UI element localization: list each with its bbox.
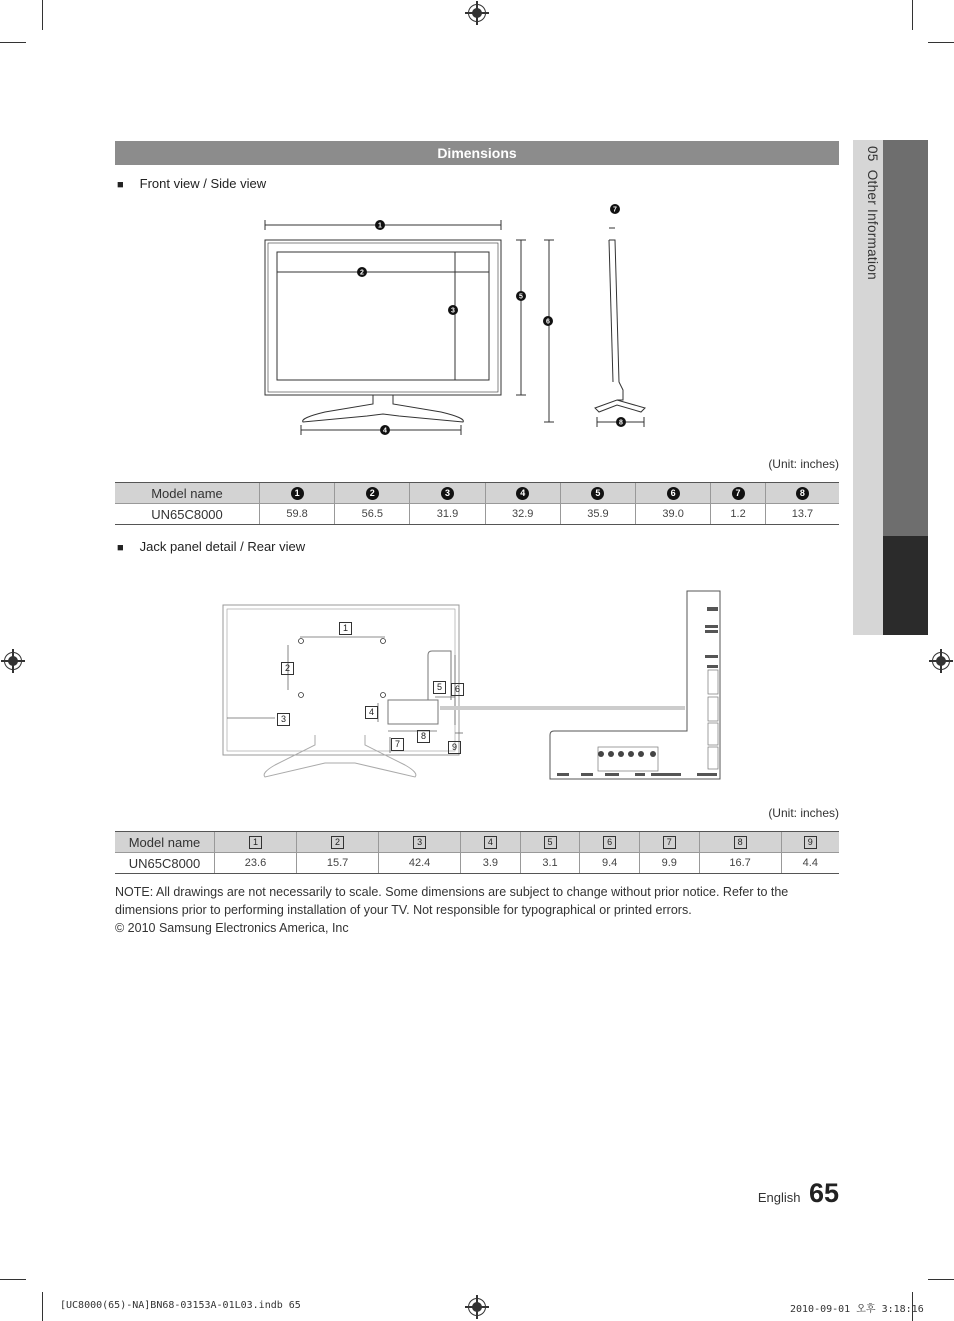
svg-text:1: 1	[378, 222, 382, 230]
page-footer	[740, 1178, 839, 1212]
crop-mark	[42, 0, 43, 30]
model-name-header: Model name	[115, 832, 215, 853]
column-header: 1	[260, 483, 335, 504]
dimension-marker: 8	[417, 730, 430, 743]
print-file-info: [UC8000(65)-NA]BN68-03153A-01L03.indb 65	[60, 1300, 301, 1311]
value-cell: 31.9	[410, 504, 485, 525]
value-cell: 59.8	[260, 504, 335, 525]
column-header: 1	[215, 832, 297, 853]
column-header: 6	[580, 832, 640, 853]
value-cell: 13.7	[765, 504, 839, 525]
column-header: 4	[461, 832, 521, 853]
section-title: Dimensions	[115, 141, 839, 165]
column-header: 5	[560, 483, 635, 504]
dimension-marker: 9	[448, 741, 461, 754]
print-date-info: 2010-09-01 오후 3:18:16	[790, 1304, 924, 1315]
value-cell: 32.9	[485, 504, 560, 525]
column-header: 8	[765, 483, 839, 504]
disclaimer-note: NOTE: All drawings are not necessarily to scale. Some dimensions are subject to change without prior notice. Refer to the dimensions prior to performing installation of your TV. Not responsible for typographical or printed errors.	[115, 885, 789, 917]
column-header: 4	[485, 483, 560, 504]
value-cell: 42.4	[379, 853, 461, 874]
page-number: 65	[808, 1178, 839, 1208]
dimension-marker: 7	[391, 738, 404, 751]
chapter-tab-dark	[883, 140, 928, 536]
unit-label: (Unit: inches)	[768, 457, 839, 471]
svg-text:4: 4	[383, 427, 387, 435]
model-name-header: Model name	[115, 483, 260, 504]
svg-text:2: 2	[360, 269, 364, 277]
table-header-row	[115, 483, 839, 504]
rear-view-diagram	[215, 585, 730, 785]
dimension-marker: 5	[433, 681, 446, 694]
value-cell: 3.9	[461, 853, 521, 874]
front-side-view-diagram	[255, 200, 655, 440]
column-header: 3	[410, 483, 485, 504]
language-label: English	[757, 1190, 801, 1205]
front-view-heading: ■ Front view / Side view	[117, 176, 266, 191]
table-row	[115, 504, 839, 525]
column-header: 7	[711, 483, 766, 504]
value-cell: 16.7	[699, 853, 781, 874]
table-row	[115, 853, 839, 874]
column-header: 8	[699, 832, 781, 853]
svg-text:7: 7	[613, 206, 617, 214]
svg-text:5: 5	[519, 293, 523, 301]
crop-mark	[912, 0, 913, 30]
value-cell: 39.0	[636, 504, 711, 525]
dimension-marker: 2	[281, 662, 294, 675]
value-cell: 56.5	[335, 504, 410, 525]
svg-text:8: 8	[619, 419, 623, 427]
registration-mark-icon	[932, 652, 950, 670]
chapter-title: Other Information	[865, 169, 880, 280]
model-name-cell: UN65C8000	[115, 504, 260, 525]
value-cell: 4.4	[781, 853, 839, 874]
crop-mark	[0, 42, 26, 43]
column-header: 2	[297, 832, 379, 853]
value-cell: 3.1	[520, 853, 580, 874]
rear-view-heading: ■ Jack panel detail / Rear view	[117, 539, 305, 554]
model-name-cell: UN65C8000	[115, 853, 215, 874]
column-header: 5	[520, 832, 580, 853]
dimension-marker: 3	[277, 713, 290, 726]
value-cell: 35.9	[560, 504, 635, 525]
registration-mark-icon	[4, 652, 22, 670]
value-cell: 23.6	[215, 853, 297, 874]
copyright: © 2010 Samsung Electronics America, Inc	[115, 921, 349, 935]
registration-mark-icon	[468, 1298, 486, 1316]
rear-dimensions-table	[115, 831, 839, 874]
svg-text:6: 6	[546, 318, 550, 326]
crop-mark	[0, 1279, 26, 1280]
unit-label: (Unit: inches)	[768, 806, 839, 820]
chapter-tab-label	[856, 146, 880, 406]
chapter-tab-darker	[883, 536, 928, 635]
column-header: 3	[379, 832, 461, 853]
registration-mark-icon	[468, 4, 486, 22]
front-dimensions-table	[115, 482, 839, 525]
column-header: 9	[781, 832, 839, 853]
value-cell: 9.4	[580, 853, 640, 874]
column-header: 7	[639, 832, 699, 853]
column-header: 6	[636, 483, 711, 504]
crop-mark	[42, 1292, 43, 1321]
crop-mark	[928, 1279, 954, 1280]
value-cell: 15.7	[297, 853, 379, 874]
dimension-marker: 1	[339, 622, 352, 635]
column-header: 2	[335, 483, 410, 504]
svg-text:3: 3	[451, 307, 455, 315]
table-header-row	[115, 832, 839, 853]
crop-mark	[928, 42, 954, 43]
value-cell: 9.9	[639, 853, 699, 874]
dimension-marker: 6	[451, 683, 464, 696]
value-cell: 1.2	[711, 504, 766, 525]
dimension-marker: 4	[365, 706, 378, 719]
chapter-number: 05	[865, 146, 880, 162]
